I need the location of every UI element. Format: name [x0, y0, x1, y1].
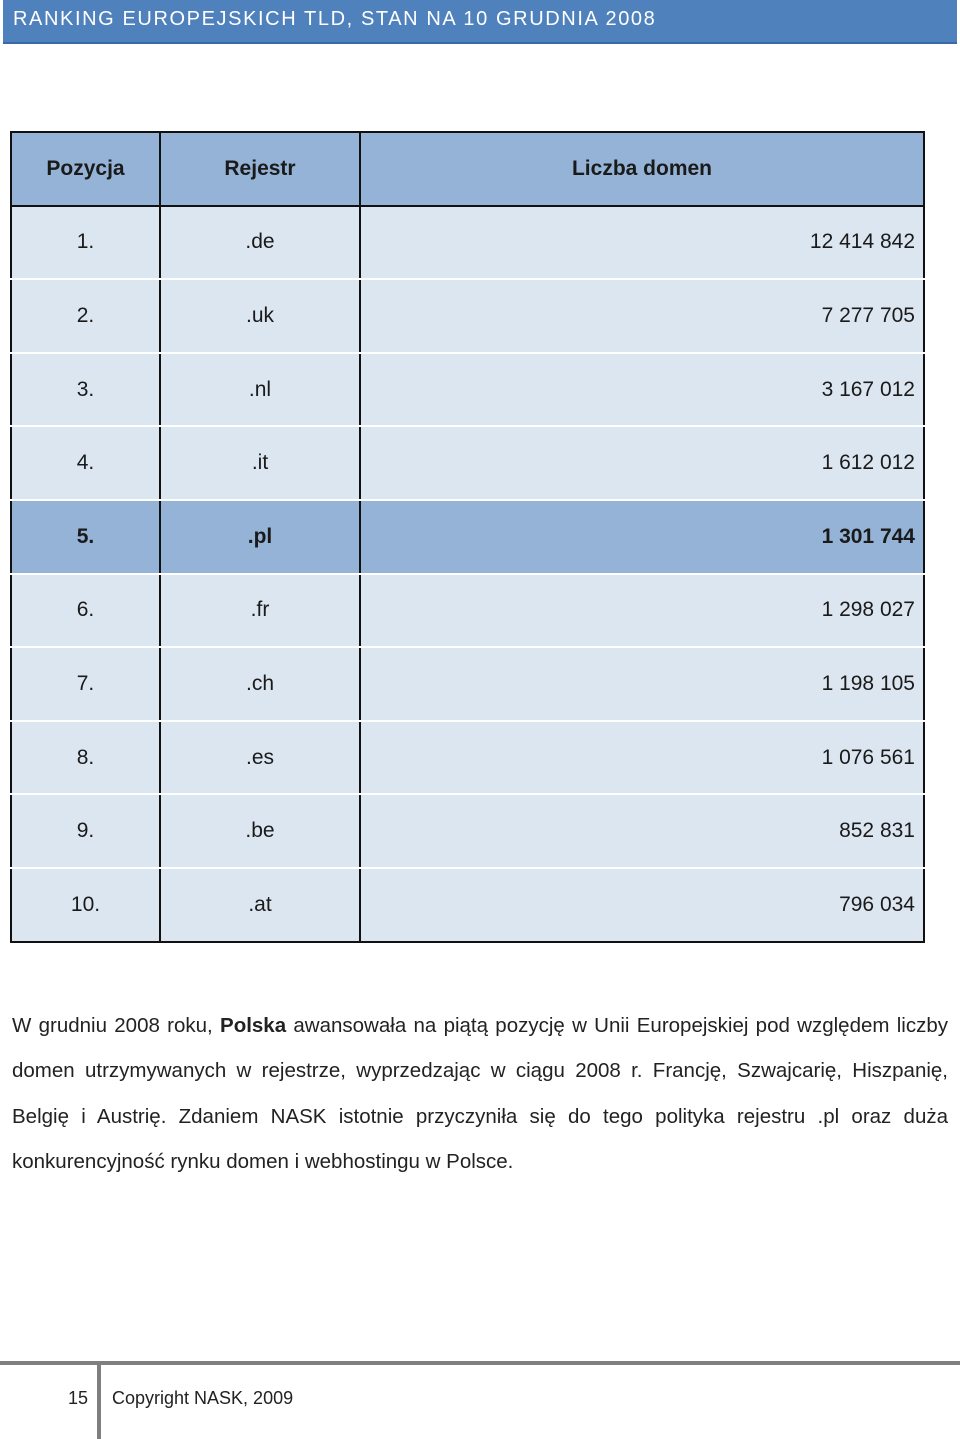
cell-domain-count: 12 414 842	[360, 206, 924, 280]
column-header-domain-count: Liczba domen	[360, 132, 924, 206]
table-row	[11, 279, 924, 353]
cell-position: 5.	[11, 500, 160, 574]
cell-registry: .be	[160, 794, 360, 868]
table-row-highlighted	[11, 500, 924, 574]
paragraph-text-rest: awansowała na piątą pozycję w Unii Europejskiej pod względem liczby domen utrzymywanych w rejestrze, wyprzedzając w ciągu 2008 r. Francję, Szwajcarię, Hiszpanię, Belgię i Austrię. Zdaniem NASK istotnie przyczyniła się do tego polityka rejestru .pl oraz duża konkurencyjność rynku domen i webhostingu w Polsce.	[12, 1014, 948, 1173]
header-bar	[3, 0, 957, 44]
table-row	[11, 574, 924, 648]
cell-domain-count: 796 034	[360, 868, 924, 942]
cell-domain-count: 1 612 012	[360, 426, 924, 500]
footer-rule	[0, 1361, 960, 1365]
cell-position: 9.	[11, 794, 160, 868]
page-title: RANKING EUROPEJSKICH TLD, STAN NA 10 GRUDNIA 2008	[13, 8, 657, 30]
cell-registry: .it	[160, 426, 360, 500]
table-row	[11, 426, 924, 500]
cell-position: 1.	[11, 206, 160, 280]
cell-domain-count: 1 301 744	[360, 500, 924, 574]
cell-position: 8.	[11, 721, 160, 795]
paragraph-text-start: W grudniu 2008 roku,	[12, 1014, 221, 1037]
cell-registry: .de	[160, 206, 360, 280]
cell-domain-count: 1 076 561	[360, 721, 924, 795]
cell-domain-count: 852 831	[360, 794, 924, 868]
cell-domain-count: 3 167 012	[360, 353, 924, 427]
table-row	[11, 206, 924, 280]
cell-registry: .pl	[160, 500, 360, 574]
table-row	[11, 868, 924, 942]
footer-divider	[97, 1363, 101, 1439]
cell-position: 2.	[11, 279, 160, 353]
cell-position: 4.	[11, 426, 160, 500]
paragraph-bold-country: Polska	[220, 1014, 287, 1037]
cell-domain-count: 1 298 027	[360, 574, 924, 648]
ranking-table	[10, 131, 925, 943]
table-row	[11, 794, 924, 868]
cell-registry: .at	[160, 868, 360, 942]
cell-position: 3.	[11, 353, 160, 427]
cell-registry: .uk	[160, 279, 360, 353]
table-row	[11, 647, 924, 721]
table-header-row	[11, 132, 924, 206]
cell-domain-count: 1 198 105	[360, 647, 924, 721]
column-header-position: Pozycja	[11, 132, 160, 206]
copyright-notice: Copyright NASK, 2009	[112, 1388, 294, 1408]
cell-registry: .fr	[160, 574, 360, 648]
cell-registry: .ch	[160, 647, 360, 721]
cell-position: 7.	[11, 647, 160, 721]
page-number: 15	[68, 1388, 89, 1408]
cell-domain-count: 7 277 705	[360, 279, 924, 353]
cell-position: 6.	[11, 574, 160, 648]
column-header-registry: Rejestr	[160, 132, 360, 206]
body-paragraph	[12, 1003, 948, 1184]
table-row	[11, 721, 924, 795]
cell-registry: .nl	[160, 353, 360, 427]
table-row	[11, 353, 924, 427]
cell-position: 10.	[11, 868, 160, 942]
cell-registry: .es	[160, 721, 360, 795]
